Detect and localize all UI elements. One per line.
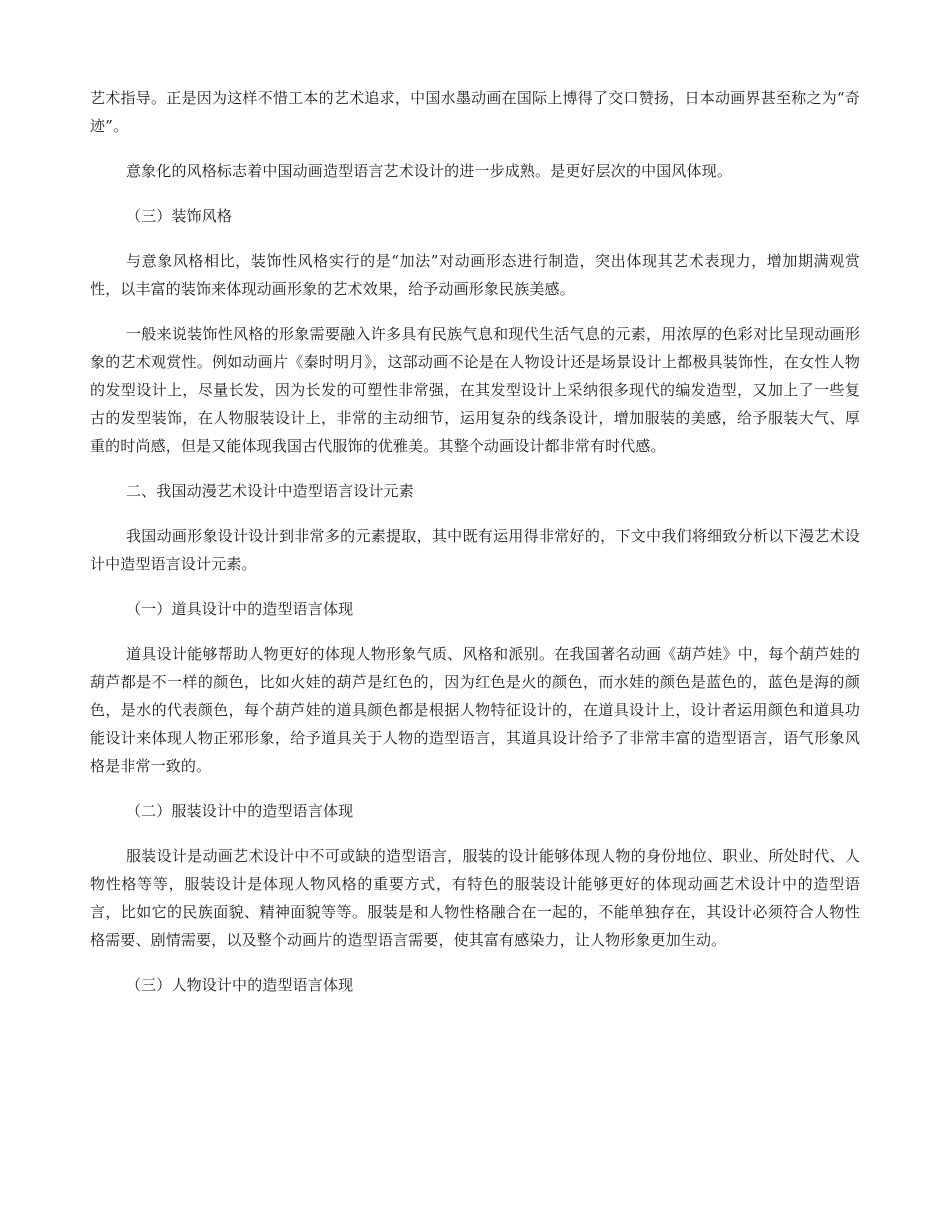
section-heading: 二、我国动漫艺术设计中造型语言设计元素 — [126, 482, 414, 500]
paragraph: 我国动画形象设计设计到非常多的元素提取，其中既有运用得非常好的，下文中我们将细致分析以下漫艺术设计中造型语言设计元素。 — [90, 527, 860, 573]
section-heading: （三）装饰风格 — [126, 207, 233, 225]
section-heading: （三）人物设计中的造型语言体现 — [126, 976, 354, 994]
paragraph: 一般来说装饰性风格的形象需要融入许多具有民族气息和现代生活气息的元素，用浓厚的色彩对比呈现动画形象的艺术观赏性。例如动画片《秦时明月》，这部动画不论是在人物设计还是场景设计上都极具装饰性，在女性人物的发型设计上，尽量长发，因为长发的可塑性非常强，在其发型设计上采纳很多现代的编发造型，又加上了一些复古的发型装饰，在人物服装设计上，非常的主动细节，运用复杂的线条设计，增加服装的美感，给予服装大气、厚重的时尚感，但是又能体现我国古代服饰的优雅美。其整个动画设计都非常有时代感。 — [90, 325, 860, 455]
paragraph: 艺术指导。正是因为这样不惜工本的艺术追求，中国水墨动画在国际上博得了交口赞扬，日本动画界甚至称之为“奇迹”。 — [90, 89, 860, 135]
section-heading: （二）服装设计中的造型语言体现 — [126, 802, 354, 820]
paragraph: 与意象风格相比，装饰性风格实行的是“加法”对动画形态进行制造，突出体现其艺术表现力，增加期满观赏性，以丰富的装饰来体现动画形象的艺术效果，给予动画形象民族美感。 — [90, 252, 860, 298]
paragraph: 意象化的风格标志着中国动画造型语言艺术设计的进一步成熟。是更好层次的中国风体现。 — [126, 162, 733, 180]
paragraph: 服装设计是动画艺术设计中不可或缺的造型语言，服装的设计能够体现人物的身份地位、职业、所处时代、人物性格等等，服装设计是体现人物风格的重要方式，有特色的服装设计能够更好的体现动画艺术设计中的造型语言，比如它的民族面貌、精神面貌等等。服装是和人物性格融合在一起的，不能单独存在，其设计必须符合人物性格需要、剧情需要，以及整个动画片的造型语言需要，使其富有感染力，让人物形象更加生动。 — [90, 847, 860, 949]
section-heading: （一）道具设计中的造型语言体现 — [126, 600, 354, 618]
paragraph: 道具设计能够帮助人物更好的体现人物形象气质、风格和派别。在我国著名动画《葫芦娃》中，每个葫芦娃的葫芦都是不一样的颜色，比如火娃的葫芦是红色的，因为红色是火的颜色，而水娃的颜色是蓝色的，蓝色是海的颜色，是水的代表颜色，每个葫芦娃的道具颜色都是根据人物特征设计的，在道具设计上，设计者运用颜色和道具功能设计来体现人物正邪形象，给予道具关于人物的造型语言，其道具设计给予了非常丰富的造型语言，语气形象风格是非常一致的。 — [90, 645, 860, 775]
